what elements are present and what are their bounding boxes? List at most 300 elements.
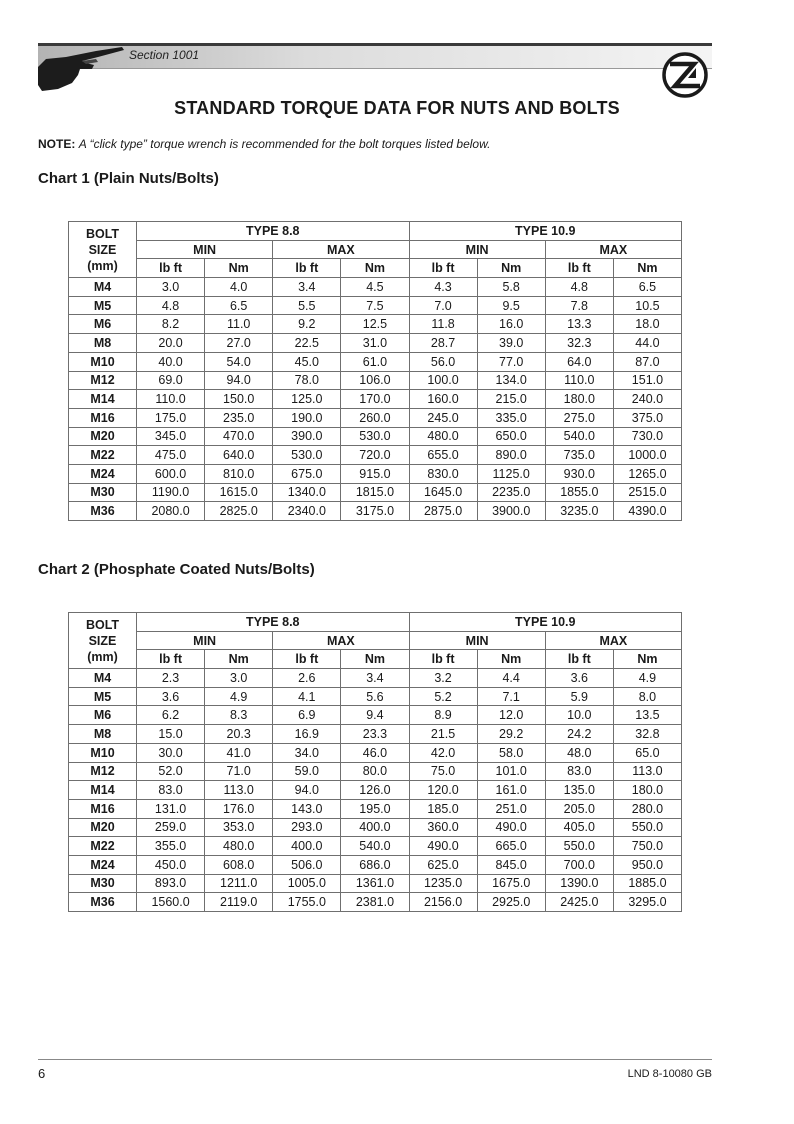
torque-value-cell: 20.3 — [205, 725, 273, 744]
torque-value-cell: 151.0 — [613, 371, 681, 390]
table-row — [69, 893, 682, 912]
torque-value-cell: 150.0 — [205, 390, 273, 409]
torque-value-cell: 2119.0 — [205, 893, 273, 912]
table-row — [69, 371, 682, 390]
torque-value-cell: 720.0 — [341, 446, 409, 465]
torque-value-cell: 1125.0 — [477, 464, 545, 483]
table-row — [69, 296, 682, 315]
torque-value-cell: 16.0 — [477, 315, 545, 334]
bolt-size-cell: M12 — [69, 762, 137, 781]
torque-value-cell: 52.0 — [137, 762, 205, 781]
torque-value-cell: 550.0 — [613, 818, 681, 837]
torque-value-cell: 335.0 — [477, 408, 545, 427]
torque-value-cell: 10.5 — [613, 296, 681, 315]
table-row — [69, 483, 682, 502]
table-row — [69, 874, 682, 893]
page-title: STANDARD TORQUE DATA FOR NUTS AND BOLTS — [174, 98, 620, 118]
torque-value-cell: 2340.0 — [273, 502, 341, 521]
table-row — [69, 502, 682, 521]
torque-value-cell: 120.0 — [409, 781, 477, 800]
min-header: MIN — [137, 240, 273, 259]
torque-value-cell: 625.0 — [409, 855, 477, 874]
torque-value-cell: 80.0 — [341, 762, 409, 781]
torque-value-cell: 2080.0 — [137, 502, 205, 521]
torque-value-cell: 480.0 — [409, 427, 477, 446]
torque-value-cell: 143.0 — [273, 799, 341, 818]
torque-value-cell: 2875.0 — [409, 502, 477, 521]
torque-value-cell: 59.0 — [273, 762, 341, 781]
torque-value-cell: 470.0 — [205, 427, 273, 446]
torque-value-cell: 39.0 — [477, 334, 545, 353]
torque-value-cell: 540.0 — [545, 427, 613, 446]
torque-value-cell: 3235.0 — [545, 502, 613, 521]
torque-value-cell: 3.0 — [205, 669, 273, 688]
torque-value-cell: 58.0 — [477, 743, 545, 762]
bolt-size-cell: M10 — [69, 352, 137, 371]
table-row — [69, 352, 682, 371]
torque-value-cell: 16.9 — [273, 725, 341, 744]
bolt-size-cell: M22 — [69, 446, 137, 465]
torque-value-cell: 56.0 — [409, 352, 477, 371]
torque-value-cell: 915.0 — [341, 464, 409, 483]
max-header: MAX — [273, 631, 409, 650]
torque-value-cell: 7.5 — [341, 296, 409, 315]
torque-value-cell: 293.0 — [273, 818, 341, 837]
torque-value-cell: 235.0 — [205, 408, 273, 427]
torque-value-cell: 113.0 — [205, 781, 273, 800]
bolt-size-cell: M14 — [69, 781, 137, 800]
torque-value-cell: 215.0 — [477, 390, 545, 409]
torque-value-cell: 69.0 — [137, 371, 205, 390]
torque-value-cell: 345.0 — [137, 427, 205, 446]
document-code: LND 8-10080 GB — [627, 1068, 712, 1080]
type-10-9-header: TYPE 10.9 — [409, 613, 682, 632]
torque-value-cell: 9.4 — [341, 706, 409, 725]
torque-value-cell: 94.0 — [205, 371, 273, 390]
torque-value-cell: 1815.0 — [341, 483, 409, 502]
torque-value-cell: 950.0 — [613, 855, 681, 874]
torque-value-cell: 750.0 — [613, 837, 681, 856]
torque-value-cell: 18.0 — [613, 315, 681, 334]
torque-value-cell: 106.0 — [341, 371, 409, 390]
torque-value-cell: 4.1 — [273, 687, 341, 706]
bolt-size-cell: M4 — [69, 669, 137, 688]
min-header: MIN — [409, 240, 545, 259]
torque-value-cell: 2925.0 — [477, 893, 545, 912]
bolt-size-cell: M6 — [69, 706, 137, 725]
table-row — [69, 334, 682, 353]
torque-value-cell: 94.0 — [273, 781, 341, 800]
torque-value-cell: 540.0 — [341, 837, 409, 856]
bolt-size-cell: M36 — [69, 893, 137, 912]
torque-value-cell: 1005.0 — [273, 874, 341, 893]
torque-value-cell: 46.0 — [341, 743, 409, 762]
torque-value-cell: 42.0 — [409, 743, 477, 762]
torque-value-cell: 32.8 — [613, 725, 681, 744]
torque-value-cell: 54.0 — [205, 352, 273, 371]
torque-value-cell: 490.0 — [409, 837, 477, 856]
torque-value-cell: 1235.0 — [409, 874, 477, 893]
torque-value-cell: 40.0 — [137, 352, 205, 371]
nm-header: Nm — [613, 259, 681, 278]
torque-value-cell: 64.0 — [545, 352, 613, 371]
bolt-size-cell: M5 — [69, 296, 137, 315]
torque-value-cell: 490.0 — [477, 818, 545, 837]
header-divider — [38, 68, 712, 69]
torque-value-cell: 240.0 — [613, 390, 681, 409]
table-row — [69, 427, 682, 446]
torque-value-cell: 375.0 — [613, 408, 681, 427]
note-text: A “click type” torque wrench is recommended for the bolt torques listed below. — [78, 137, 491, 151]
torque-value-cell: 360.0 — [409, 818, 477, 837]
bolt-size-cell: M24 — [69, 855, 137, 874]
chart1-table — [68, 221, 682, 521]
torque-value-cell: 550.0 — [545, 837, 613, 856]
torque-value-cell: 1000.0 — [613, 446, 681, 465]
torque-value-cell: 4.0 — [205, 278, 273, 297]
lbft-header: lb ft — [409, 650, 477, 669]
torque-value-cell: 65.0 — [613, 743, 681, 762]
torque-value-cell: 2156.0 — [409, 893, 477, 912]
torque-value-cell: 4.8 — [545, 278, 613, 297]
torque-value-cell: 3.0 — [137, 278, 205, 297]
torque-value-cell: 2425.0 — [545, 893, 613, 912]
torque-value-cell: 44.0 — [613, 334, 681, 353]
torque-value-cell: 275.0 — [545, 408, 613, 427]
nm-header: Nm — [613, 650, 681, 669]
torque-value-cell: 3.4 — [273, 278, 341, 297]
table-row — [69, 669, 682, 688]
torque-value-cell: 1190.0 — [137, 483, 205, 502]
lbft-header: lb ft — [137, 650, 205, 669]
torque-value-cell: 506.0 — [273, 855, 341, 874]
type-8-8-header: TYPE 8.8 — [137, 222, 410, 241]
torque-value-cell: 390.0 — [273, 427, 341, 446]
torque-value-cell: 530.0 — [341, 427, 409, 446]
torque-value-cell: 134.0 — [477, 371, 545, 390]
torque-value-cell: 5.5 — [273, 296, 341, 315]
type-8-8-header: TYPE 8.8 — [137, 613, 410, 632]
torque-value-cell: 1615.0 — [205, 483, 273, 502]
bolt-size-cell: M30 — [69, 483, 137, 502]
torque-value-cell: 83.0 — [545, 762, 613, 781]
torque-value-cell: 126.0 — [341, 781, 409, 800]
torque-value-cell: 75.0 — [409, 762, 477, 781]
bolt-size-cell: M4 — [69, 278, 137, 297]
torque-value-cell: 893.0 — [137, 874, 205, 893]
torque-value-cell: 180.0 — [613, 781, 681, 800]
lbft-header: lb ft — [409, 259, 477, 278]
torque-value-cell: 2235.0 — [477, 483, 545, 502]
lbft-header: lb ft — [545, 650, 613, 669]
min-header: MIN — [409, 631, 545, 650]
torque-value-cell: 4.8 — [137, 296, 205, 315]
torque-value-cell: 530.0 — [273, 446, 341, 465]
torque-value-cell: 1390.0 — [545, 874, 613, 893]
torque-value-cell: 450.0 — [137, 855, 205, 874]
torque-value-cell: 170.0 — [341, 390, 409, 409]
lbft-header: lb ft — [545, 259, 613, 278]
torque-value-cell: 608.0 — [205, 855, 273, 874]
table-row — [69, 408, 682, 427]
torque-value-cell: 20.0 — [137, 334, 205, 353]
torque-value-cell: 1340.0 — [273, 483, 341, 502]
torque-value-cell: 6.5 — [205, 296, 273, 315]
bolt-size-cell: M30 — [69, 874, 137, 893]
torque-value-cell: 260.0 — [341, 408, 409, 427]
lbft-header: lb ft — [273, 650, 341, 669]
torque-value-cell: 87.0 — [613, 352, 681, 371]
torque-value-cell: 2381.0 — [341, 893, 409, 912]
torque-value-cell: 4.9 — [205, 687, 273, 706]
chart2-heading: Chart 2 (Phosphate Coated Nuts/Bolts) — [38, 561, 315, 578]
torque-value-cell: 83.0 — [137, 781, 205, 800]
torque-value-cell: 3.2 — [409, 669, 477, 688]
torque-value-cell: 135.0 — [545, 781, 613, 800]
nm-header: Nm — [477, 259, 545, 278]
table-row — [69, 818, 682, 837]
lbft-header: lb ft — [137, 259, 205, 278]
table-row — [69, 762, 682, 781]
torque-value-cell: 11.0 — [205, 315, 273, 334]
torque-value-cell: 251.0 — [477, 799, 545, 818]
torque-value-cell: 77.0 — [477, 352, 545, 371]
torque-value-cell: 23.3 — [341, 725, 409, 744]
torque-value-cell: 400.0 — [273, 837, 341, 856]
torque-value-cell: 6.2 — [137, 706, 205, 725]
torque-value-cell: 13.3 — [545, 315, 613, 334]
torque-value-cell: 353.0 — [205, 818, 273, 837]
torque-value-cell: 5.6 — [341, 687, 409, 706]
table-row — [69, 390, 682, 409]
torque-value-cell: 27.0 — [205, 334, 273, 353]
torque-value-cell: 110.0 — [137, 390, 205, 409]
torque-value-cell: 34.0 — [273, 743, 341, 762]
torque-value-cell: 9.5 — [477, 296, 545, 315]
torque-value-cell: 2515.0 — [613, 483, 681, 502]
torque-value-cell: 15.0 — [137, 725, 205, 744]
table-row — [69, 687, 682, 706]
torque-value-cell: 9.2 — [273, 315, 341, 334]
torque-value-cell: 101.0 — [477, 762, 545, 781]
table-row — [69, 706, 682, 725]
torque-value-cell: 160.0 — [409, 390, 477, 409]
table-row — [69, 725, 682, 744]
torque-value-cell: 48.0 — [545, 743, 613, 762]
torque-value-cell: 185.0 — [409, 799, 477, 818]
bolt-size-cell: M20 — [69, 818, 137, 837]
bolt-size-cell: M20 — [69, 427, 137, 446]
torque-value-cell: 1755.0 — [273, 893, 341, 912]
torque-value-cell: 8.3 — [205, 706, 273, 725]
torque-value-cell: 4390.0 — [613, 502, 681, 521]
torque-value-cell: 830.0 — [409, 464, 477, 483]
torque-value-cell: 1560.0 — [137, 893, 205, 912]
torque-value-cell: 480.0 — [205, 837, 273, 856]
torque-value-cell: 7.1 — [477, 687, 545, 706]
lbft-header: lb ft — [273, 259, 341, 278]
torque-value-cell: 3900.0 — [477, 502, 545, 521]
torque-value-cell: 12.0 — [477, 706, 545, 725]
torque-value-cell: 475.0 — [137, 446, 205, 465]
torque-value-cell: 280.0 — [613, 799, 681, 818]
torque-value-cell: 700.0 — [545, 855, 613, 874]
table-row — [69, 743, 682, 762]
torque-value-cell: 650.0 — [477, 427, 545, 446]
torque-value-cell: 1361.0 — [341, 874, 409, 893]
torque-value-cell: 190.0 — [273, 408, 341, 427]
nm-header: Nm — [205, 259, 273, 278]
torque-value-cell: 4.5 — [341, 278, 409, 297]
torque-value-cell: 8.0 — [613, 687, 681, 706]
torque-value-cell: 4.4 — [477, 669, 545, 688]
bolt-size-cell: M8 — [69, 334, 137, 353]
bolt-size-cell: M16 — [69, 799, 137, 818]
note-label: NOTE: — [38, 137, 76, 151]
table-row — [69, 781, 682, 800]
page-number: 6 — [38, 1066, 46, 1081]
torque-value-cell: 161.0 — [477, 781, 545, 800]
torque-value-cell: 61.0 — [341, 352, 409, 371]
nm-header: Nm — [341, 650, 409, 669]
table-row — [69, 315, 682, 334]
torque-value-cell: 1675.0 — [477, 874, 545, 893]
torque-value-cell: 400.0 — [341, 818, 409, 837]
torque-value-cell: 640.0 — [205, 446, 273, 465]
torque-value-cell: 3.6 — [545, 669, 613, 688]
torque-value-cell: 7.8 — [545, 296, 613, 315]
torque-value-cell: 175.0 — [137, 408, 205, 427]
torque-value-cell: 22.5 — [273, 334, 341, 353]
torque-value-cell: 78.0 — [273, 371, 341, 390]
torque-value-cell: 13.5 — [613, 706, 681, 725]
torque-value-cell: 245.0 — [409, 408, 477, 427]
torque-value-cell: 8.9 — [409, 706, 477, 725]
table-row — [69, 799, 682, 818]
bolt-size-header: BOLT SIZE (mm) — [69, 613, 137, 669]
table-row — [69, 446, 682, 465]
max-header: MAX — [545, 631, 681, 650]
bolt-size-cell: M8 — [69, 725, 137, 744]
torque-value-cell: 100.0 — [409, 371, 477, 390]
torque-value-cell: 735.0 — [545, 446, 613, 465]
torque-value-cell: 30.0 — [137, 743, 205, 762]
max-header: MAX — [545, 240, 681, 259]
bolt-size-cell: M22 — [69, 837, 137, 856]
torque-value-cell: 1211.0 — [205, 874, 273, 893]
torque-value-cell: 655.0 — [409, 446, 477, 465]
torque-value-cell: 41.0 — [205, 743, 273, 762]
torque-value-cell: 1885.0 — [613, 874, 681, 893]
torque-value-cell: 355.0 — [137, 837, 205, 856]
max-header: MAX — [273, 240, 409, 259]
bolt-size-header: BOLT SIZE (mm) — [69, 222, 137, 278]
torque-value-cell: 24.2 — [545, 725, 613, 744]
torque-value-cell: 1265.0 — [613, 464, 681, 483]
torque-value-cell: 8.2 — [137, 315, 205, 334]
torque-value-cell: 405.0 — [545, 818, 613, 837]
brand-logo-icon — [661, 51, 709, 99]
bolt-size-cell: M24 — [69, 464, 137, 483]
torque-value-cell: 3.4 — [341, 669, 409, 688]
torque-value-cell: 11.8 — [409, 315, 477, 334]
torque-value-cell: 1645.0 — [409, 483, 477, 502]
table-row — [69, 278, 682, 297]
torque-value-cell: 6.5 — [613, 278, 681, 297]
torque-value-cell: 12.5 — [341, 315, 409, 334]
bolt-size-cell: M5 — [69, 687, 137, 706]
torque-value-cell: 665.0 — [477, 837, 545, 856]
torque-value-cell: 2.6 — [273, 669, 341, 688]
section-label: Section 1001 — [129, 48, 200, 62]
torque-value-cell: 5.8 — [477, 278, 545, 297]
torque-value-cell: 176.0 — [205, 799, 273, 818]
nm-header: Nm — [477, 650, 545, 669]
min-header: MIN — [137, 631, 273, 650]
torque-value-cell: 4.9 — [613, 669, 681, 688]
torque-value-cell: 3.6 — [137, 687, 205, 706]
torque-value-cell: 45.0 — [273, 352, 341, 371]
torque-value-cell: 125.0 — [273, 390, 341, 409]
torque-value-cell: 29.2 — [477, 725, 545, 744]
note — [38, 137, 490, 151]
torque-value-cell: 930.0 — [545, 464, 613, 483]
bolt-size-cell: M14 — [69, 390, 137, 409]
torque-value-cell: 180.0 — [545, 390, 613, 409]
torque-value-cell: 10.0 — [545, 706, 613, 725]
torque-value-cell: 21.5 — [409, 725, 477, 744]
bolt-size-cell: M10 — [69, 743, 137, 762]
torque-value-cell: 110.0 — [545, 371, 613, 390]
torque-value-cell: 3295.0 — [613, 893, 681, 912]
torque-value-cell: 4.3 — [409, 278, 477, 297]
pointing-hand-icon — [36, 45, 126, 95]
chart1-heading: Chart 1 (Plain Nuts/Bolts) — [38, 170, 219, 187]
torque-value-cell: 675.0 — [273, 464, 341, 483]
footer-divider — [38, 1059, 712, 1060]
torque-value-cell: 5.9 — [545, 687, 613, 706]
torque-value-cell: 205.0 — [545, 799, 613, 818]
torque-value-cell: 7.0 — [409, 296, 477, 315]
table-row — [69, 837, 682, 856]
torque-value-cell: 2825.0 — [205, 502, 273, 521]
bolt-size-cell: M6 — [69, 315, 137, 334]
bolt-size-cell: M12 — [69, 371, 137, 390]
type-10-9-header: TYPE 10.9 — [409, 222, 682, 241]
torque-value-cell: 2.3 — [137, 669, 205, 688]
torque-value-cell: 6.9 — [273, 706, 341, 725]
table-row — [69, 855, 682, 874]
torque-value-cell: 195.0 — [341, 799, 409, 818]
torque-value-cell: 686.0 — [341, 855, 409, 874]
torque-value-cell: 32.3 — [545, 334, 613, 353]
torque-value-cell: 845.0 — [477, 855, 545, 874]
bolt-size-cell: M16 — [69, 408, 137, 427]
torque-value-cell: 259.0 — [137, 818, 205, 837]
nm-header: Nm — [205, 650, 273, 669]
torque-value-cell: 890.0 — [477, 446, 545, 465]
nm-header: Nm — [341, 259, 409, 278]
torque-value-cell: 5.2 — [409, 687, 477, 706]
torque-value-cell: 113.0 — [613, 762, 681, 781]
torque-value-cell: 3175.0 — [341, 502, 409, 521]
torque-value-cell: 810.0 — [205, 464, 273, 483]
torque-value-cell: 28.7 — [409, 334, 477, 353]
torque-value-cell: 71.0 — [205, 762, 273, 781]
chart2-table — [68, 612, 682, 912]
bolt-size-cell: M36 — [69, 502, 137, 521]
table-row — [69, 464, 682, 483]
